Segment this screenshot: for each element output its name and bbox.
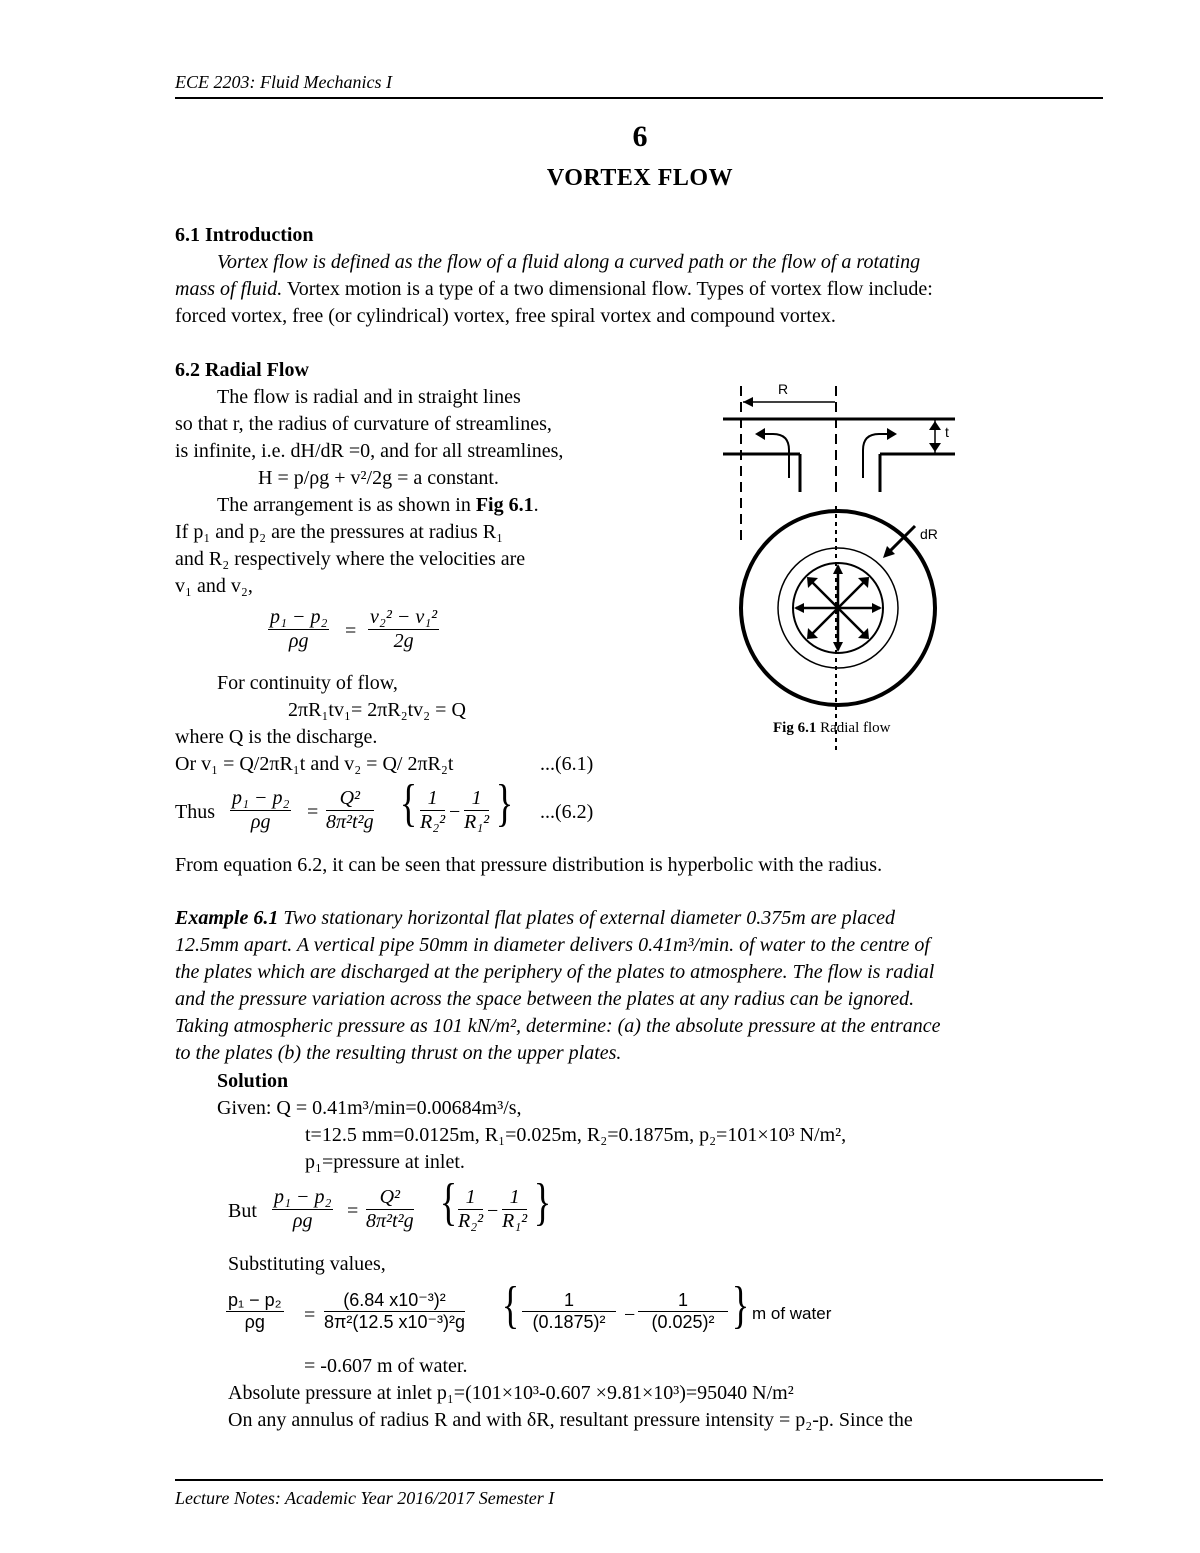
running-header: ECE 2203: Fluid Mechanics I	[175, 72, 392, 92]
arrangement-text: The arrangement is as shown in	[217, 494, 476, 516]
eq2-denominator: ρg	[250, 811, 271, 833]
radial-line-8: v₁ and v₂,	[175, 575, 253, 597]
eq-velocity-fraction	[368, 606, 439, 653]
result-line: = -0.607 m of water.	[304, 1355, 468, 1377]
eq2-left-brace: {	[399, 775, 418, 832]
substituting-line: Substituting values,	[228, 1253, 386, 1275]
given-line-1: Given: Q = 0.41m³/min=0.00684m³/s,	[217, 1097, 522, 1119]
but-numerator: p₁ − p₂	[274, 1186, 332, 1208]
eq2-one-a: 1	[420, 787, 445, 811]
sub-minus: −	[624, 1304, 636, 1326]
chapter-title: VORTEX FLOW	[546, 165, 734, 191]
footer-rule	[175, 1479, 1103, 1481]
radial-line-6: If p₁ and p₂ are the pressures at radius R₁	[175, 521, 504, 543]
eq2-q-num: Q²	[326, 787, 374, 811]
sub-q-den: 8π²(12.5 x10⁻³)²g	[324, 1312, 465, 1332]
but-q-num: Q²	[366, 1186, 414, 1210]
figure-caption-text: Radial flow	[816, 720, 891, 736]
eq-tag-6-1: ...(6.1)	[540, 753, 594, 775]
example-line-4: and the pressure variation across the space between the plates at any radius can be ignored.	[175, 988, 915, 1010]
vortex-types-line: forced vortex, free (or cylindrical) vortex, free spiral vortex and compound vortex.	[175, 305, 836, 327]
dr-arrow-line	[887, 526, 915, 554]
figure-label-t: t	[945, 424, 949, 440]
but-r2sq: R₂²	[458, 1210, 484, 1232]
sub-denominator: ρg	[244, 1312, 265, 1332]
sub-equals: =	[304, 1304, 316, 1326]
figure-caption	[773, 720, 891, 737]
header-rule	[175, 97, 1103, 99]
bernoulli-constant: H = p/ρg + v²/2g = a constant.	[258, 467, 499, 489]
example-text-1: Two stationary horizontal flat plates of external diameter 0.375m are placed	[278, 907, 895, 929]
sub-one-a: 1	[522, 1290, 616, 1312]
example-line-6: to the plates (b) the resulting thrust on the upper plates.	[175, 1042, 622, 1064]
but-label: But	[228, 1200, 257, 1222]
annulus-line: On any annulus of radius R and with δR, resultant pressure intensity = p₂-p. Since the	[228, 1409, 913, 1431]
example-line-5: Taking atmospheric pressure as 101 kN/m², determine: (a) the absolute pressure at the entrance	[175, 1015, 941, 1037]
eq2-minus: −	[449, 801, 461, 823]
eq2-numerator: p₁ − p₂	[232, 787, 290, 809]
eq-equals: =	[345, 620, 357, 642]
but-inv-r2	[458, 1186, 483, 1233]
definition-line-1: Vortex flow is defined as the flow of a fluid along a curved path or the flow of a rotating	[217, 251, 921, 273]
eq2-equals: =	[307, 801, 319, 823]
flow-arrowhead-right	[887, 428, 897, 440]
eq2-left-fraction	[230, 787, 291, 834]
velocity-line: Or v₁ = Q/2πR₁t and v₂ = Q/ 2πR₂t	[175, 753, 454, 775]
given-line-3: p₁=pressure at inlet.	[305, 1151, 465, 1173]
section-heading-6-1: 6.1 Introduction	[175, 224, 314, 246]
discharge-line: where Q is the discharge.	[175, 726, 378, 748]
eq2-inv-r1	[464, 787, 489, 834]
period: .	[533, 494, 539, 516]
eq-denominator-2: 2g	[393, 630, 414, 652]
radial-line-5	[217, 494, 539, 517]
definition-italic-end: mass of fluid.	[175, 278, 283, 300]
but-left-brace: {	[439, 1174, 458, 1231]
eq-numerator: p₁ − p₂	[270, 606, 328, 628]
but-r1sq: R₁²	[502, 1210, 528, 1232]
example-title: Example 6.1	[175, 907, 279, 929]
eq2-q-fraction	[326, 787, 374, 834]
flow-arrowhead-left	[755, 428, 765, 440]
figure-label-dR: dR	[920, 526, 938, 542]
figure-label-R: R	[778, 381, 789, 397]
chapter-number: 6	[632, 120, 648, 153]
sub-inv-2	[638, 1290, 728, 1333]
radial-flow-figure	[715, 378, 965, 758]
radial-line-1: The flow is radial and in straight lines	[217, 386, 521, 408]
but-right-brace: }	[533, 1174, 552, 1231]
flow-arrow-right	[863, 434, 893, 478]
sub-left-fraction	[226, 1290, 284, 1333]
r-arrowhead	[743, 397, 753, 407]
but-one-a: 1	[458, 1186, 483, 1210]
sub-left-brace: {	[501, 1277, 520, 1334]
sub-unit: m of water	[752, 1304, 832, 1323]
eq2-q-den: 8π²t²g	[326, 811, 374, 833]
but-equals: =	[347, 1200, 359, 1222]
section-heading-6-2: 6.2 Radial Flow	[175, 359, 309, 381]
eq2-r2sq: R₂²	[420, 811, 446, 833]
sub-one-b: 1	[638, 1290, 728, 1312]
continuity-line: For continuity of flow,	[217, 672, 398, 694]
eq2-inv-r2	[420, 787, 445, 834]
hyperbolic-line: From equation 6.2, it can be seen that pressure distribution is hyperbolic with the radius.	[175, 854, 883, 876]
given-line-2: t=12.5 mm=0.0125m, R₁=0.025m, R₂=0.1875m, p₂=101×10³ N/m²,	[305, 1124, 847, 1146]
sub-numerator: p₁ − p₂	[228, 1290, 282, 1310]
eq-tag-6-2: ...(6.2)	[540, 801, 594, 823]
eq-numerator-2: v₂² − v₁²	[370, 606, 438, 628]
eq-pressure-diff-fraction	[268, 606, 329, 653]
sub-right-brace: }	[731, 1277, 750, 1334]
absolute-pressure-line: Absolute pressure at inlet p₁=(101×10³-0.607 ×9.81×10³)=95040 N/m²	[228, 1382, 794, 1404]
but-q-fraction	[366, 1186, 414, 1233]
radial-line-2: so that r, the radius of curvature of streamlines,	[175, 413, 552, 435]
fig-ref: Fig 6.1	[475, 494, 534, 516]
definition-rest: Vortex motion is a type of a two dimensional flow. Types of vortex flow include:	[282, 278, 933, 300]
definition-line-2	[175, 278, 933, 301]
but-minus: −	[487, 1200, 499, 1222]
but-q-den: 8π²t²g	[366, 1210, 414, 1232]
but-left-fraction	[272, 1186, 333, 1233]
eq2-r1sq: R₁²	[464, 811, 490, 833]
sub-q-num: (6.84 x10⁻³)²	[324, 1290, 465, 1312]
thus-label: Thus	[175, 801, 215, 823]
sub-q-fraction	[324, 1290, 465, 1333]
example-line-3: the plates which are discharged at the periphery of the plates to atmosphere. The flow is radial	[175, 961, 935, 983]
but-inv-r1	[502, 1186, 527, 1233]
running-footer: Lecture Notes: Academic Year 2016/2017 Semester I	[175, 1488, 555, 1508]
but-one-b: 1	[502, 1186, 527, 1210]
but-denominator: ρg	[292, 1210, 313, 1232]
eq2-right-brace: }	[495, 775, 514, 832]
figure-caption-label: Fig 6.1	[773, 720, 817, 736]
example-line-1	[175, 907, 895, 930]
solution-heading: Solution	[217, 1070, 289, 1092]
sub-inv-1	[522, 1290, 616, 1333]
radial-line-7: and R₂ respectively where the velocities are	[175, 548, 526, 570]
sub-d1: (0.1875)²	[532, 1312, 606, 1332]
eq-denominator: ρg	[288, 630, 309, 652]
example-line-2: 12.5mm apart. A vertical pipe 50mm in diameter delivers 0.41m³/min. of water to the centre of	[175, 934, 930, 956]
eq2-one-b: 1	[464, 787, 489, 811]
flow-arrow-left	[759, 434, 789, 478]
radial-line-3: is infinite, i.e. dH/dR =0, and for all streamlines,	[175, 440, 564, 462]
sub-d2: (0.025)²	[651, 1312, 715, 1332]
continuity-equation: 2πR₁tv₁= 2πR₂tv₂ = Q	[288, 699, 466, 721]
